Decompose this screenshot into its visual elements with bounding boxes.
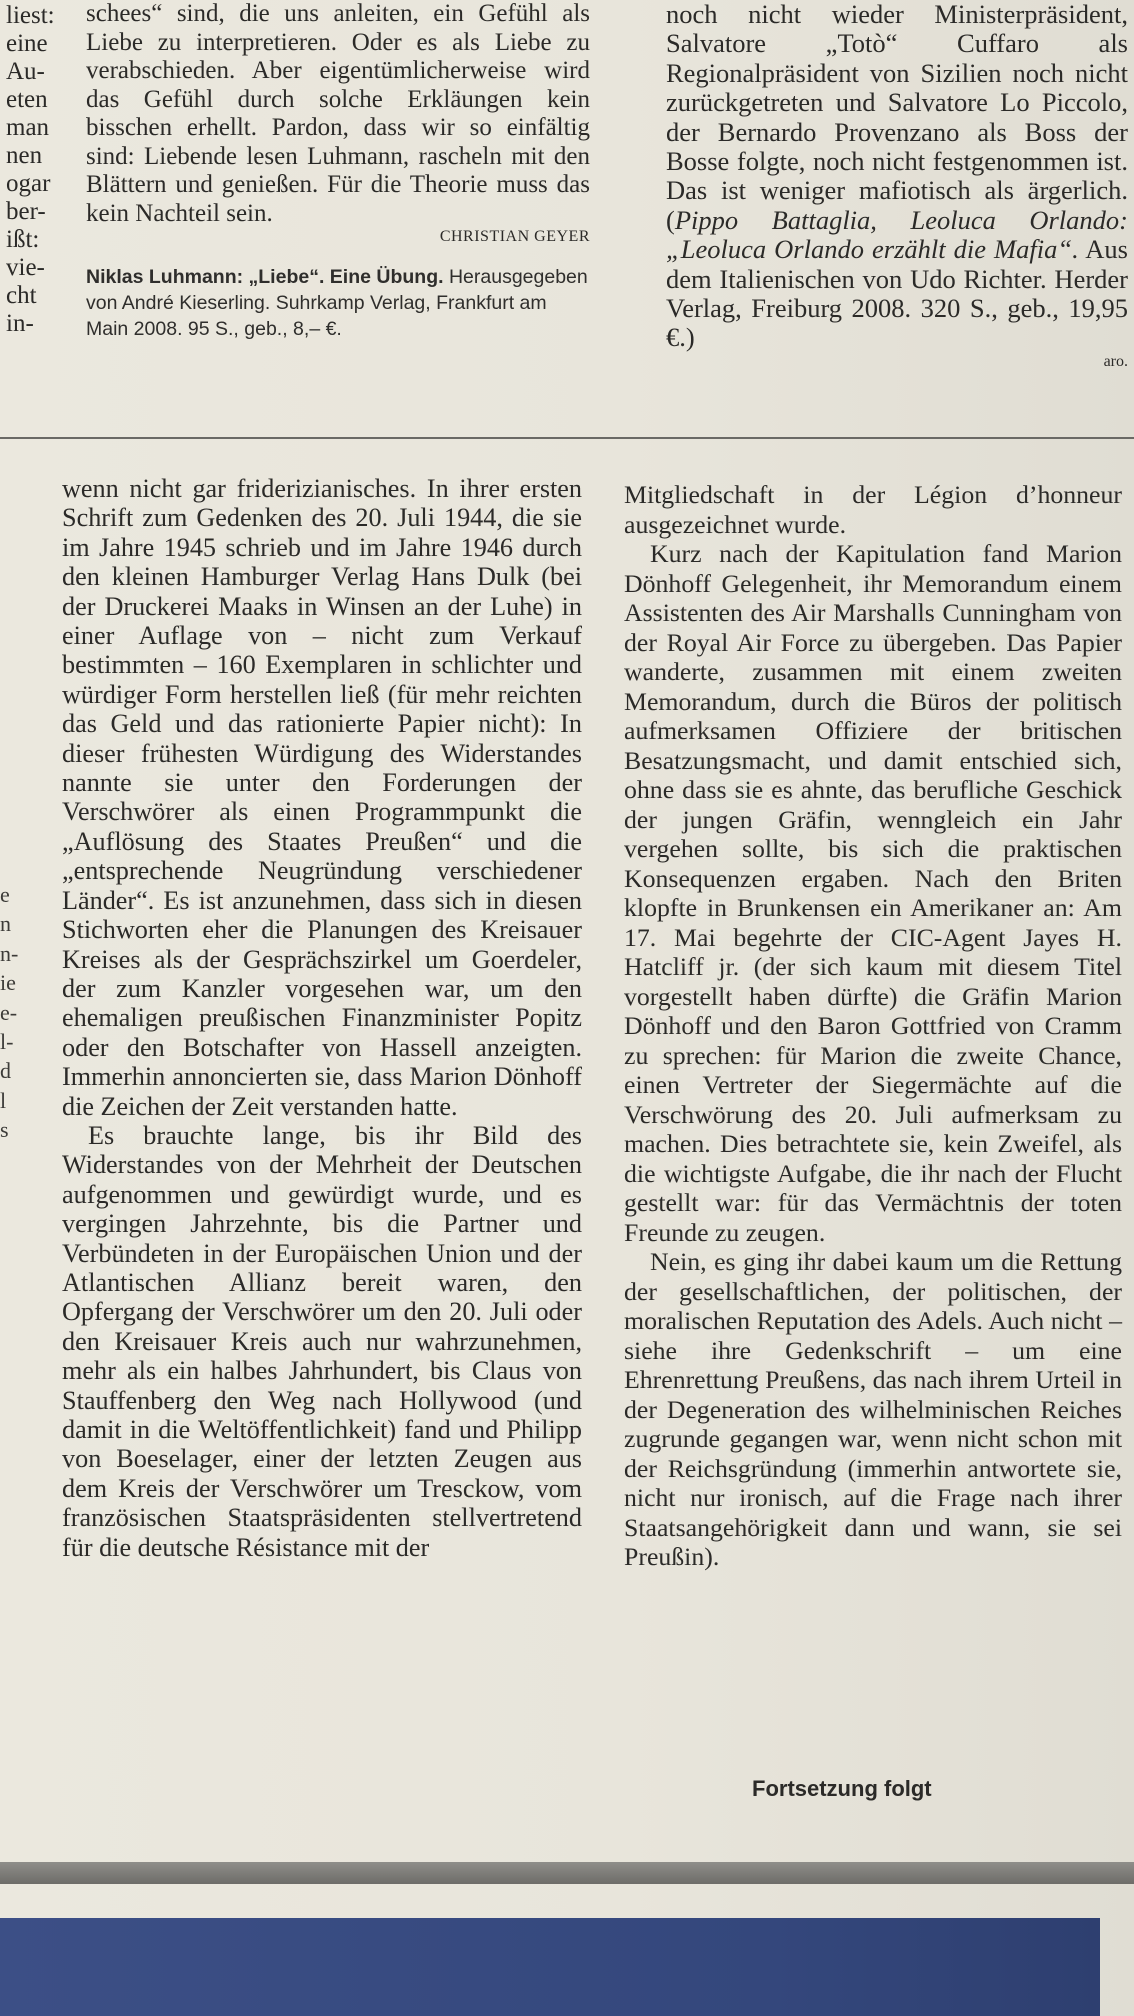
review-signature: aro. <box>1103 352 1128 370</box>
article-column-right <box>624 480 1122 1572</box>
book-info <box>86 264 590 342</box>
review-author: CHRISTIAN GEYER <box>439 228 590 245</box>
section-divider <box>0 437 1134 439</box>
bottom-divider-bar <box>0 1862 1134 1884</box>
fragment-line: ogar <box>6 170 51 197</box>
fragment-line: d <box>0 1058 11 1084</box>
fragment-line: vie- <box>6 254 45 281</box>
review-text <box>666 0 1128 353</box>
fragment-line: n <box>0 911 11 937</box>
fragment-line: ber- <box>6 198 46 225</box>
fragment-line: ie <box>0 970 16 996</box>
book-details: Aus dem Italienischen von Udo Richter. Herder Verlag, Freiburg 2008. 320 S., geb., 19,95 €.) <box>666 234 1128 353</box>
margin-column-fragment <box>0 880 22 1145</box>
review-text: schees“ sind, die uns anleiten, ein Gefühl als Liebe zu interpretieren. Oder es als Liebe zu verabschieden. Aber eigentümlicherweise wird das Gefühl durch solche Erkläungen kein bisschen erhellt. Pardon, dass wir so einfältig sind: Liebende lesen Luhmann, rascheln mit den Blättern und genießen. Für die Theorie muss das kein Nachteil sein. <box>86 0 590 227</box>
article-paragraph: Kurz nach der Kapitulation fand Marion Dönhoff Gelegenheit, ihr Memorandum einem Assistenten des Air Marshalls Cunningham von der Royal Air Force zu übergeben. Das Papier wanderte, zusammen mit einem zweiten Memorandum, durch die Büros der politisch aufmerksamen Offiziere der britischen Besatzungsmacht, und damit entschied sich, ohne dass sie es ahnte, das berufliche Geschick der jungen Gräfin, wenngleich ein Jahr vergehen sollte, bis sich die praktischen Konsequenzen ergaben. Nach den Briten klopfte in Brunkensen ein Amerikaner an: Am 17. Mai begehrte der CIC-Agent Jayes H. Hatcliff jr. (der sich kaum mit diesem Titel vorgestellt haben dürfte) die Gräfin Marion Dönhoff und den Baron Gottfried von Cramm zu sprechen: für Marion die zweite Chance, einen Vertreter der Siegermächte auf die Verschwörung des 20. Juli aufmerksam zu machen. Dies betrachtete sie, kein Zweifel, als die wichtigste Aufgabe, die ihr nach der Flucht gestellt war: für das Vermächtnis der toten Freunde zu zeugen. <box>624 539 1122 1247</box>
fragment-line: in- <box>6 310 34 337</box>
book-title: Niklas Luhmann: „Liebe“. Eine Übung. <box>86 266 444 288</box>
fragment-line: nen <box>6 142 43 169</box>
article-paragraph: wenn nicht gar friderizianisches. In ihrer ersten Schrift zum Gedenken des 20. Juli 1944, die sie im Jahre 1945 schrieb und im Jahre 1946 durch den kleinen Hamburger Verlag Hans Dulk (bei der Druckerei Maaks in Winsen an der Luhe) in einer Auflage von – nicht zum Verkauf bestimmten – 160 Exemplaren in schlichter und würdiger Form herstellen ließ (für mehr reichten das Geld und das rationierte Papier nicht): In dieser frühesten Würdigung des Widerstandes nannte sie unter den Forderungen der Verschwörer als einen Programmpunkt die „Auflösung des Staates Preußen“ und die „entsprechende Neugründung verschiedener Länder“. Es ist anzunehmen, dass sich in diesen Stichworten eher die Planungen des Kreisauer Kreises als der Gesprächszirkel um Goerdeler, der zum Kanzler vorgesehen war, um den ehemaligen preußischen Finanzminister Popitz oder den Botschafter von Hassell anzeigten. Immerhin annoncierten sie, dass Marion Dönhoff die Zeichen der Zeit verstanden hatte. <box>62 474 582 1121</box>
article-paragraph: Mitgliedschaft in der Légion d’honneur ausgezeichnet wurde. <box>624 480 1122 539</box>
book-citation: Pippo Battaglia, Leoluca Orlando: „Leoluca Orlando erzählt die Mafia“. <box>666 204 1128 265</box>
fragment-line: n- <box>0 940 19 966</box>
article-paragraph: Nein, es ging ihr dabei kaum um die Rettung der gesellschaftlichen, der politischen, der moralischen Reputation des Adels. Auch nicht – siehe ihre Gedenkschrift – um eine Ehrenrettung Preußens, das nach ihrem Urteil in der Degeneration des wilhelminischen Reiches zugrunde gegangen war, wenn nicht schon mit der Reichsgründung (immerhin antwortete sie, nicht nur ironisch, auf die Frage nach ihrer Staatsangehörigkeit dann und wann, sie sei Preußin). <box>624 1247 1122 1571</box>
fragment-line: eten <box>6 86 48 113</box>
article-paragraph: Es brauchte lange, bis ihr Bild des Widerstandes von der Mehrheit der Deutschen aufgenommen und gewürdigt wurde, und es vergingen Jahrzehnte, bis die Partner und Verbündeten in der Europäischen Union und der Atlantischen Allianz bereit waren, den Opfergang der Verschwörer um den 20. Juli oder den Kreisauer Kreis auch nur wahrzunehmen, mehr als ein halbes Jahrhundert, bis Claus von Stauffenberg den Weg nach Hollywood (und damit in die Weltöffentlichkeit) fand und Philipp von Boeselager, einer der letzten Zeugen aus dem Kreis der Verschwörer um Tresckow, vom französischen Staatspräsidenten stellvertretend für die deutsche Résistance mit der <box>62 1120 582 1562</box>
review-column-mafia <box>666 0 1128 371</box>
review-column-luhmann <box>86 0 590 342</box>
cut-off-column-fragment <box>6 2 68 338</box>
blue-color-band <box>0 1918 1100 2016</box>
fragment-line: e <box>0 882 10 907</box>
fragment-line: cht <box>6 282 37 309</box>
fragment-line: Au- <box>6 58 45 85</box>
fragment-line: l- <box>0 1028 14 1054</box>
continuation-note: Fortsetzung folgt <box>752 1776 932 1801</box>
review-text-main: noch nicht wieder Ministerpräsident, Salvatore „Totò“ Cuffaro als Regionalpräsident von Sizilien noch nicht zurückgetreten und Salvatore Lo Piccolo, der Bernardo Provenzano als Boss der Bosse folgte, noch nicht festgenommen ist. Das ist weniger mafiotisch als ärgerlich. ( <box>666 0 1128 235</box>
fragment-line: ißt: <box>6 226 40 253</box>
fragment-line: l <box>0 1087 7 1113</box>
article-column-left <box>62 474 582 1562</box>
fragment-line: s <box>0 1117 9 1143</box>
fragment-line: liest: <box>6 2 55 29</box>
fragment-line: eine <box>6 30 48 57</box>
fragment-line: man <box>6 114 50 141</box>
book-details: Herausgegeben von André Kieserling. Suhrkamp Verlag, Frankfurt am Main 2008. 95 S., geb., 8,– €. <box>86 266 588 340</box>
fragment-line: e- <box>0 999 18 1025</box>
